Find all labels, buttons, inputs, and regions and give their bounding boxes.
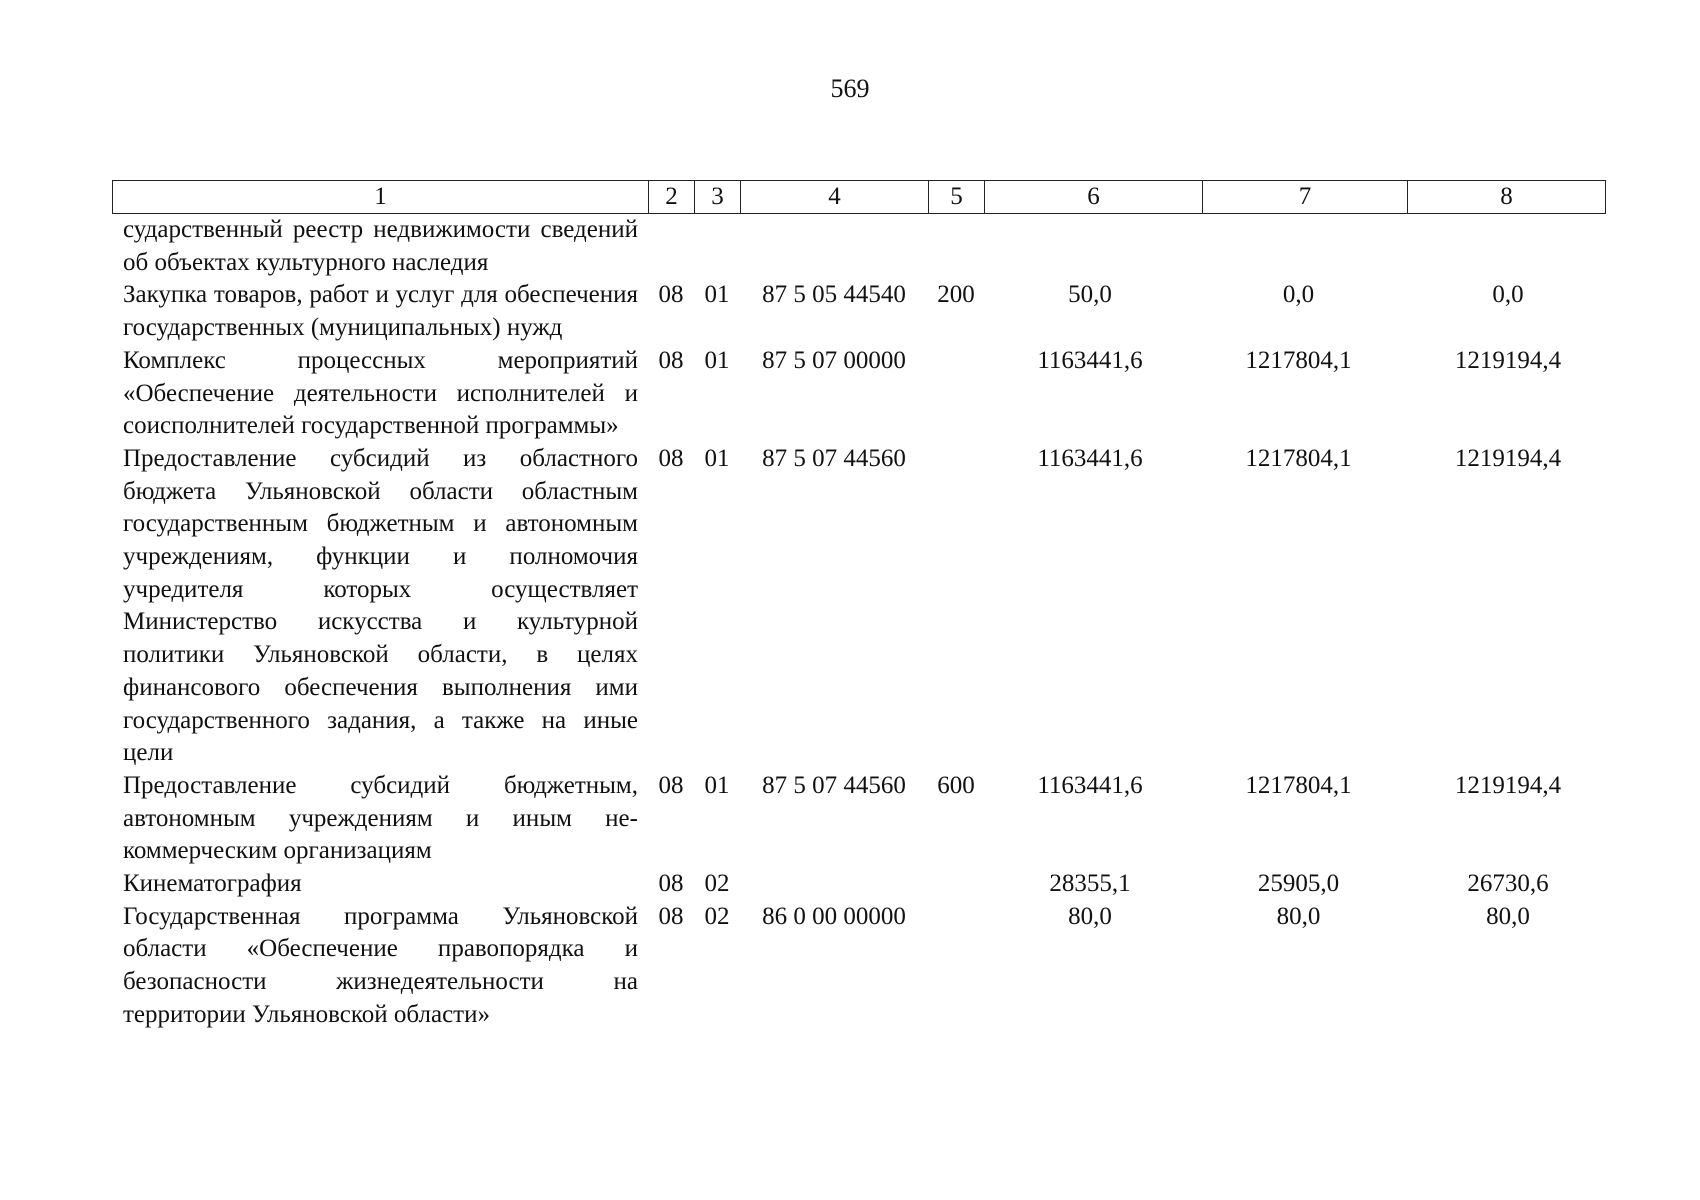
- cell-col-5: [928, 345, 984, 443]
- cell-col-5: [928, 901, 984, 1032]
- cell-col-6: 1163441,6: [1037, 771, 1143, 799]
- table-row: [112, 279, 1605, 344]
- cell-col-4: 86 0 00 00000: [762, 902, 906, 930]
- cell-col-3: 02: [704, 902, 730, 930]
- cell-col-8: 0,0: [1492, 281, 1524, 309]
- cell-col-7: 1217804,1: [1245, 346, 1352, 374]
- cell-col-6: 50,0: [1068, 281, 1112, 309]
- cell-col-3: 01: [704, 346, 730, 374]
- cell-col-7: 0,0: [1282, 281, 1315, 309]
- cell-col-2: 08: [658, 444, 684, 472]
- cell-col-4: 87 5 07 00000: [762, 346, 906, 374]
- cell-col-8: 1219194,4: [1454, 444, 1562, 472]
- cell-col-5: 600: [937, 771, 975, 799]
- cell-col-5: 200: [937, 281, 975, 309]
- table-row: [112, 901, 1605, 1032]
- cell-col-6: 80,0: [1068, 902, 1112, 930]
- row-description: Предоставление субсидий из областного бюджета Ульяновской области областным государственным бюджетным и автономным учреждениям, функции и полномочия учредителя которых осуществляет Министерство искусства и культурной политики Ульяновской области, в целях финансового обеспечения выполнения ими государственного задания, а также на иные цели: [123, 444, 638, 767]
- row-description: Кинематография: [123, 870, 302, 898]
- header-col-8: 8: [1408, 181, 1606, 214]
- header-col-4: 4: [741, 181, 929, 214]
- cell-col-4: [740, 214, 928, 279]
- table-row: [112, 345, 1605, 443]
- page-number: 569: [830, 74, 870, 103]
- cell-col-3: 01: [704, 771, 730, 799]
- cell-col-2: 08: [658, 771, 684, 799]
- cell-col-5: [928, 443, 984, 770]
- budget-table: [112, 214, 1605, 1032]
- cell-col-2: 08: [658, 346, 684, 374]
- row-description: Закупка товаров, работ и услуг для обеспечения государственных (муниципальных) нужд: [123, 281, 638, 342]
- table-row: [112, 770, 1605, 868]
- table-row: [112, 443, 1605, 770]
- cell-col-8: 1219194,4: [1454, 771, 1562, 799]
- cell-col-6: [984, 214, 1202, 279]
- cell-col-7: 1217804,1: [1245, 771, 1352, 799]
- cell-col-2: 08: [658, 902, 684, 930]
- cell-col-4: 87 5 07 44560: [762, 771, 906, 799]
- cell-col-4: 87 5 07 44560: [762, 444, 906, 472]
- cell-col-4: 87 5 05 44540: [762, 281, 906, 309]
- table-row: [112, 868, 1605, 901]
- cell-col-8: 80,0: [1486, 902, 1530, 930]
- cell-col-6: 1163441,6: [1037, 444, 1143, 472]
- table-header: [112, 180, 1606, 214]
- cell-col-2: 08: [658, 870, 684, 898]
- cell-col-2: [648, 214, 694, 279]
- cell-col-7: 1217804,1: [1245, 444, 1352, 472]
- table-row: [112, 214, 1605, 279]
- cell-col-8: 26730,6: [1467, 870, 1549, 898]
- row-description: сударственный реестр недвижимости сведений об объектах культурного наследия: [123, 216, 638, 276]
- row-description: Государственная программа Ульяновской области «Обеспечение правопорядка и безопасности жизнедеятельности на территории Ульяновской области»: [123, 902, 638, 1028]
- cell-col-3: [694, 214, 740, 279]
- cell-col-2: 08: [658, 281, 684, 309]
- header-col-2: 2: [649, 181, 695, 214]
- row-description: Комплекс процессных мероприятий «Обеспечение деятельности исполнителей и соисполнителей государственной программы»: [123, 346, 638, 440]
- cell-col-4: [740, 868, 928, 901]
- cell-col-6: 28355,1: [1049, 870, 1131, 898]
- cell-col-7: 25905,0: [1257, 870, 1340, 898]
- cell-col-5: [928, 214, 984, 279]
- cell-col-3: 02: [704, 870, 730, 898]
- cell-col-8: 1219194,4: [1454, 346, 1562, 374]
- header-col-7: 7: [1203, 181, 1408, 214]
- row-description: Предоставление субсидий бюджетным, автономным учреждениям и иным некоммерческим организациям: [123, 771, 638, 865]
- cell-col-3: 01: [704, 444, 730, 472]
- header-col-3: 3: [695, 181, 741, 214]
- header-col-6: 6: [985, 181, 1203, 214]
- cell-col-3: 01: [704, 281, 730, 309]
- cell-col-5: [928, 868, 984, 901]
- cell-col-7: 80,0: [1276, 902, 1321, 930]
- header-col-5: 5: [929, 181, 985, 214]
- header-col-1: 1: [113, 181, 649, 214]
- cell-col-8: [1407, 214, 1605, 279]
- cell-col-7: [1202, 214, 1407, 279]
- cell-col-6: 1163441,6: [1037, 346, 1143, 374]
